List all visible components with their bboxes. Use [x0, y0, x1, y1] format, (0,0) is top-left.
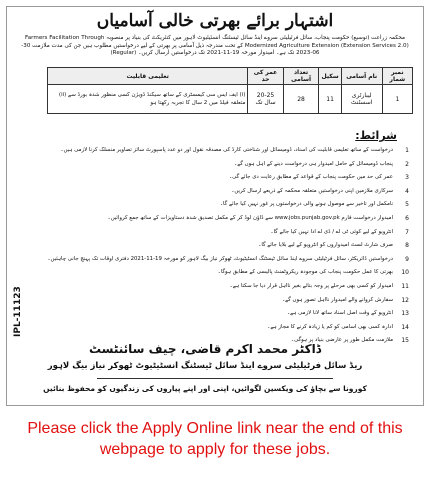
header-sr: نمبر شمار [382, 68, 412, 85]
ad-title: اشتہار برائے بھرتی خالی آسامیاں [96, 11, 334, 31]
signatory-office: ریڈ سائل فرٹیلیٹی سروے اینڈ سائل ٹیسٹنگ انسٹیٹیوٹ ٹھوکر نیاز بیگ لاہور [47, 361, 363, 371]
condition-number: 5 [405, 201, 409, 209]
condition-number: 13 [401, 310, 409, 318]
condition-item [31, 269, 409, 279]
vacancy-table [47, 67, 413, 114]
condition-text: بھرتی کا عمل حکومت پنجاب کی موجودہ ریکروٹمنٹ پالیسی کے مطابق ہوگا۔ [217, 269, 393, 276]
header-scale: سکیل [319, 68, 341, 85]
condition-number: 8 [405, 242, 409, 250]
header-age: عمر کی حد [248, 68, 283, 85]
condition-text: صرف شارٹ لسٹ امیدواروں کو انٹرویو کے لیے بلایا جائے گا۔ [258, 242, 393, 249]
cell-count: 28 [283, 85, 319, 114]
condition-text: سرکاری ملازمین اپنی درخواستیں متعلقہ محکمہ کے ذریعے ارسال کریں۔ [231, 187, 393, 194]
condition-number: 9 [405, 255, 409, 263]
intro-project: Farmers Facilitation Through Modernized Agriculture Extension (Extension Services 2.0) [25, 35, 409, 49]
condition-item [31, 201, 409, 211]
condition-item [31, 174, 409, 184]
conditions-title: شرائط: [355, 129, 397, 142]
condition-number: 15 [401, 337, 409, 345]
cell-qualification: (i) ایف ایس سی کیمسٹری کے ساتھ سیکنڈ ڈویژن کسی منظور شدہ بورڈ سے (ii) متعلقہ فیلڈ میں 2 سال کا تجربہ رکھتا ہو [48, 85, 248, 114]
condition-item [31, 297, 409, 307]
cell-sr: 1 [382, 85, 412, 114]
job-advertisement [6, 6, 424, 406]
conditions-list [31, 147, 409, 351]
condition-number: 2 [405, 160, 409, 168]
condition-text: ملازمت مکمل طور پر عارضی بنیاد پر ہوگی۔ [290, 337, 393, 344]
condition-number: 10 [401, 269, 409, 277]
condition-text: پنجاب ڈومیسائل کے حامل امیدوار ہی درخواست دینے کے اہل ہوں گے۔ [234, 160, 393, 167]
condition-number: 4 [405, 187, 409, 195]
condition-number: 11 [401, 282, 409, 290]
condition-text: انٹرویو کے لیے کوئی ٹی اے / ڈی اے ادا نہیں کیا جائے گا۔ [270, 228, 393, 235]
condition-item [31, 147, 409, 157]
condition-item [31, 215, 409, 225]
condition-number: 7 [405, 228, 409, 236]
condition-text: نامکمل اور تاخیر سے موصول ہونے والی درخواستوں پر غور نہیں کیا جائے گا۔ [219, 201, 393, 208]
intro-tail: کے تحت مندرجہ ذیل آسامی پر بھرتی کے لیے درخواستیں مطلوب ہیں جن کی مدت ملازمت 30-06-2023 تک ہے۔ امیدوار مورخہ 19-11-2021 تک درخواستیں ارسال کریں۔ [21, 42, 320, 56]
header-count: تعداد آسامی [283, 68, 319, 85]
cell-scale: 11 [319, 85, 341, 114]
condition-text: عمر کی حد میں حکومت پنجاب کے قواعد کے مطابق رعایت دی جائے گی۔ [228, 174, 393, 181]
condition-text: درخواستیں ڈائریکٹر، سائل فرٹیلیٹی سروے اینڈ سائل ٹیسٹنگ انسٹیٹیوٹ، ٹھوکر نیاز بیگ لاہور کو مورخہ 19-11-2021 دفتری اوقات تک پہنچ جانی چاہئیں۔ [47, 255, 393, 262]
condition-text: امیدوار کو کسی بھی مرحلے پر وجہ بتائے بغیر نااہل قرار دیا جا سکتا ہے۔ [229, 282, 393, 289]
condition-item [31, 188, 409, 198]
apply-online-notice: Please click the Apply Online link near the end of this webpage to apply for these jobs. [27, 420, 403, 458]
condition-item [31, 324, 409, 334]
table-row [48, 85, 413, 114]
intro-regular: (Regular) [110, 50, 137, 56]
divider [97, 378, 333, 379]
ipl-code: IPL-11123 [13, 286, 23, 337]
cell-age: 20-25 سال تک [248, 85, 283, 114]
cell-post: لیبارٹری اسسٹنٹ [341, 85, 382, 114]
condition-text: درخواست کے ساتھ تعلیمی قابلیت کی اسناد، ڈومیسائل اور شناختی کارڈ کی مصدقہ نقول اور دو عدد پاسپورٹ سائز تصاویر منسلک کرنا لازمی ہیں۔ [60, 147, 393, 153]
condition-item [31, 229, 409, 239]
condition-number: 12 [401, 296, 409, 304]
condition-item [31, 310, 409, 320]
header-post: نام آسامی [341, 68, 382, 85]
condition-item [31, 256, 409, 266]
condition-item [31, 283, 409, 293]
table-header-row [48, 68, 413, 85]
signatory-name: ڈاکٹر محمد اکرم قاضی، چیف سائنٹسٹ [88, 342, 322, 356]
condition-text: انٹرویو کے وقت اصل اسناد ساتھ لانا لازمی ہے۔ [286, 310, 393, 317]
covid-note: کورونا سے بچاؤ کی ویکسین لگوائیں، اپنی اور اپنے پیاروں کی زندگیوں کو محفوظ بنائیں [43, 384, 367, 393]
intro-text: محکمہ زراعت (توسیع) حکومت پنجاب، سائل فرٹیلیٹی سروے اینڈ سائل ٹیسٹنگ انسٹیٹیوٹ لاہور میں کنٹریکٹ کی بنیاد پر منصوبہ [106, 35, 405, 41]
condition-number: 14 [401, 323, 409, 331]
header-qualification: تعلیمی قابلیت [48, 68, 248, 85]
condition-number: 3 [405, 174, 409, 182]
condition-item [31, 161, 409, 171]
condition-text: سفارش کروانے والے امیدوار نااہل تصور ہوں گے۔ [281, 296, 393, 303]
condition-text: امیدوار درخواست فارم www.jobs.punjab.gov.pk سے ڈاؤن لوڈ کر کے مکمل تصدیق شدہ دستاویزات کے ساتھ جمع کروائیں۔ [107, 214, 393, 221]
condition-number: 6 [405, 214, 409, 222]
condition-number: 1 [405, 147, 409, 154]
condition-text: ادارہ کسی بھی اسامی کو کم یا زیادہ کرنے کا مجاز ہے۔ [267, 323, 393, 330]
condition-item [31, 242, 409, 252]
ad-intro [21, 35, 409, 58]
